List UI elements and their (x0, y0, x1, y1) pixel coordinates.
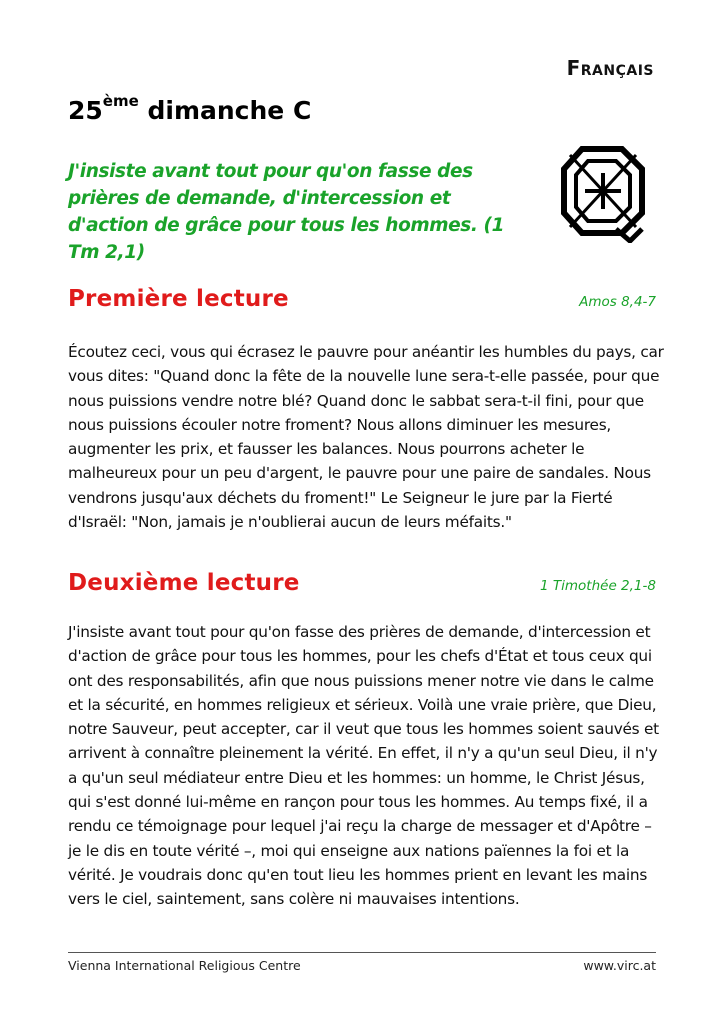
title-rest: dimanche C (138, 96, 312, 125)
title-number: 25 (68, 96, 103, 125)
footer-divider (68, 952, 656, 953)
reading-1-title: Première lecture (68, 286, 289, 312)
reading-2-reference: 1 Timothée 2,1-8 (540, 578, 656, 594)
reading-2-header (68, 570, 656, 602)
reading-2-text: J'insiste avant tout pour qu'on fasse des prières de demande, d'intercession et d'action de grâce pour tous les hommes, pour les chefs d'État et tous ceux qui ont des responsabilités, afin que nous puissions mener notre vie dans le calme et la sécurité, en hommes religieux et sérieux. Voilà une vraie prière, que Dieu, notre Sauveur, peut accepter, car il veut que tous les hommes soient sauvés et arrivent à connaître pleinement la vérité. En effet, il n'y a qu'un seul Dieu, il n'y a qu'un seul médiateur entre Dieu et les hommes: un homme, le Christ Jésus, qui s'est donné lui-même en rançon pour tous les hommes. Au temps fixé, il a rendu ce témoignage pour lequel j'ai reçu la charge de messager et d'Apôtre – je le dis en toute vérité –, moi qui enseigne aux nations païennes la foi et la vérité. Je voudrais donc qu'en tout lieu les hommes prient en levant les mains vers le ciel, saintement, sans colère ni mauvaises intentions. (68, 623, 659, 909)
reading-1-reference: Amos 8,4-7 (579, 294, 656, 310)
virc-logo-icon (560, 143, 646, 243)
footer-website-link[interactable]: www.virc.at (583, 958, 656, 973)
footer-organization: Vienna International Religious Centre (68, 958, 301, 973)
language-label: Français (566, 56, 654, 80)
reading-2-title: Deuxième lecture (68, 570, 300, 596)
page-title (68, 92, 312, 125)
title-superscript: ème (102, 92, 139, 110)
reading-1-header (68, 286, 656, 318)
motto-quote: J'insiste avant tout pour qu'on fasse des prières de demande, d'intercession et d'action de grâce pour tous les hommes. (1 Tm 2,1) (68, 161, 505, 263)
reading-1-text: Écoutez ceci, vous qui écrasez le pauvre pour anéantir les humbles du pays, car vous dites: "Quand donc la fête de la nouvelle lune sera-t-elle passée, pour que nous puissions vendre notre blé? Quand donc le sabbat sera-t-il fini, pour que nous puissions écouler notre froment? Nous allons diminuer les mesures, augmenter les prix, et fausser les balances. Nous pourrons acheter le malheureux pour un peu d'argent, le pauvre pour une paire de sandales. Nous vendrons jusqu'aux déchets du froment!" Le Seigneur le jure par la Fierté d'Israël: "Non, jamais je n'oublierai aucun de leurs méfaits." (68, 343, 664, 532)
